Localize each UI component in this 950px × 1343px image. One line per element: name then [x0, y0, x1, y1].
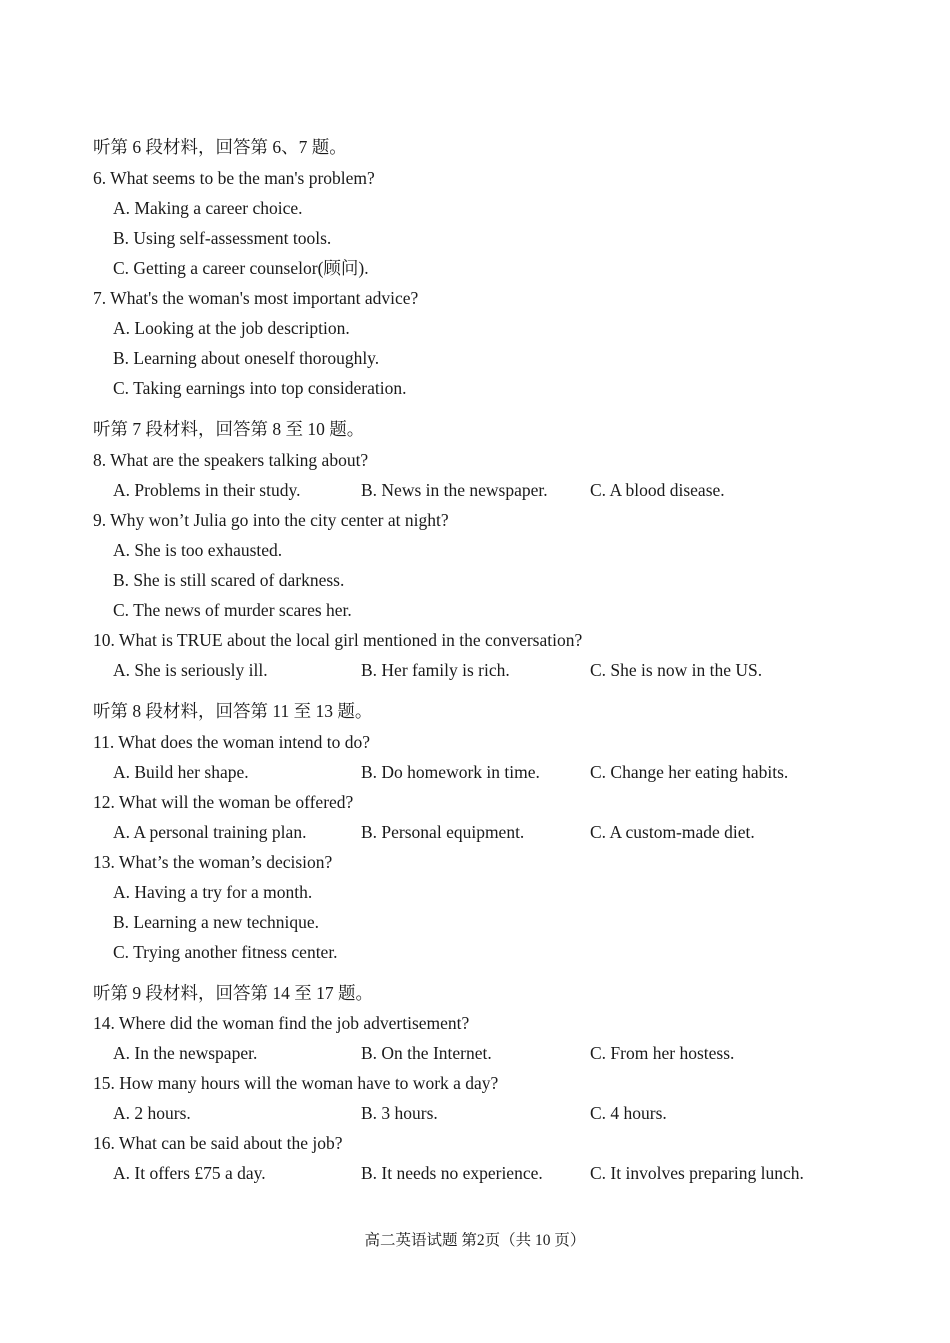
question-7-option-c: C. Taking earnings into top consideration. [113, 378, 407, 398]
question-11-option-a: A. Build her shape. [113, 762, 249, 782]
question-8-option-c: C. A blood disease. [590, 480, 725, 500]
page-footer: 高二英语试题 第2页（共 10 页） [364, 1232, 586, 1249]
question-9-option-b: B. She is still scared of darkness. [113, 570, 345, 590]
question-6-option-c: C. Getting a career counselor(顾问). [113, 258, 369, 278]
question-16-option-b: B. It needs no experience. [361, 1163, 543, 1183]
question-10-option-a: A. She is seriously ill. [113, 660, 268, 680]
question-8-option-a: A. Problems in their study. [113, 480, 301, 500]
question-6-option-a: A. Making a career choice. [113, 198, 303, 218]
question-7-option-b: B. Learning about oneself thoroughly. [113, 348, 380, 368]
question-11-stem: 11. What does the woman intend to do? [93, 732, 371, 752]
question-10-option-c: C. She is now in the US. [590, 660, 763, 680]
question-13-stem: 13. What’s the woman’s decision? [93, 852, 333, 872]
question-10-option-b: B. Her family is rich. [361, 660, 510, 680]
question-15-option-b: B. 3 hours. [361, 1103, 438, 1123]
question-14-stem: 14. Where did the woman find the job advertisement? [93, 1013, 470, 1033]
question-12-option-c: C. A custom-made diet. [590, 822, 755, 842]
question-14-option-c: C. From her hostess. [590, 1043, 735, 1063]
section-header: 听第 8 段材料，回答第 11 至 13 题。 [93, 701, 373, 721]
question-12-option-b: B. Personal equipment. [361, 822, 525, 842]
question-16-option-c: C. It involves preparing lunch. [590, 1163, 804, 1183]
question-14-option-a: A. In the newspaper. [113, 1043, 258, 1063]
question-7-option-a: A. Looking at the job description. [113, 318, 350, 338]
question-7-stem: 7. What's the woman's most important advice? [93, 288, 419, 308]
question-15-stem: 15. How many hours will the woman have to work a day? [93, 1073, 499, 1093]
question-13-option-c: C. Trying another fitness center. [113, 942, 338, 962]
question-6-option-b: B. Using self-assessment tools. [113, 228, 332, 248]
question-16-stem: 16. What can be said about the job? [93, 1133, 343, 1153]
question-12-option-a: A. A personal training plan. [113, 822, 307, 842]
section-header: 听第 7 段材料，回答第 8 至 10 题。 [93, 419, 365, 439]
question-8-option-b: B. News in the newspaper. [361, 480, 548, 500]
question-9-option-c: C. The news of murder scares her. [113, 600, 352, 620]
question-11-option-c: C. Change her eating habits. [590, 762, 789, 782]
section-header: 听第 9 段材料，回答第 14 至 17 题。 [93, 983, 373, 1003]
question-8-stem: 8. What are the speakers talking about? [93, 450, 369, 470]
question-11-option-b: B. Do homework in time. [361, 762, 540, 782]
question-9-option-a: A. She is too exhausted. [113, 540, 283, 560]
question-14-option-b: B. On the Internet. [361, 1043, 492, 1063]
section-header: 听第 6 段材料，回答第 6、7 题。 [93, 137, 347, 157]
question-12-stem: 12. What will the woman be offered? [93, 792, 354, 812]
question-15-option-c: C. 4 hours. [590, 1103, 667, 1123]
question-9-stem: 9. Why won’t Julia go into the city center at night? [93, 510, 449, 530]
question-16-option-a: A. It offers £75 a day. [113, 1163, 266, 1183]
question-10-stem: 10. What is TRUE about the local girl mentioned in the conversation? [93, 630, 583, 650]
question-6-stem: 6. What seems to be the man's problem? [93, 168, 375, 188]
question-15-option-a: A. 2 hours. [113, 1103, 191, 1123]
question-13-option-a: A. Having a try for a month. [113, 882, 313, 902]
question-13-option-b: B. Learning a new technique. [113, 912, 320, 932]
